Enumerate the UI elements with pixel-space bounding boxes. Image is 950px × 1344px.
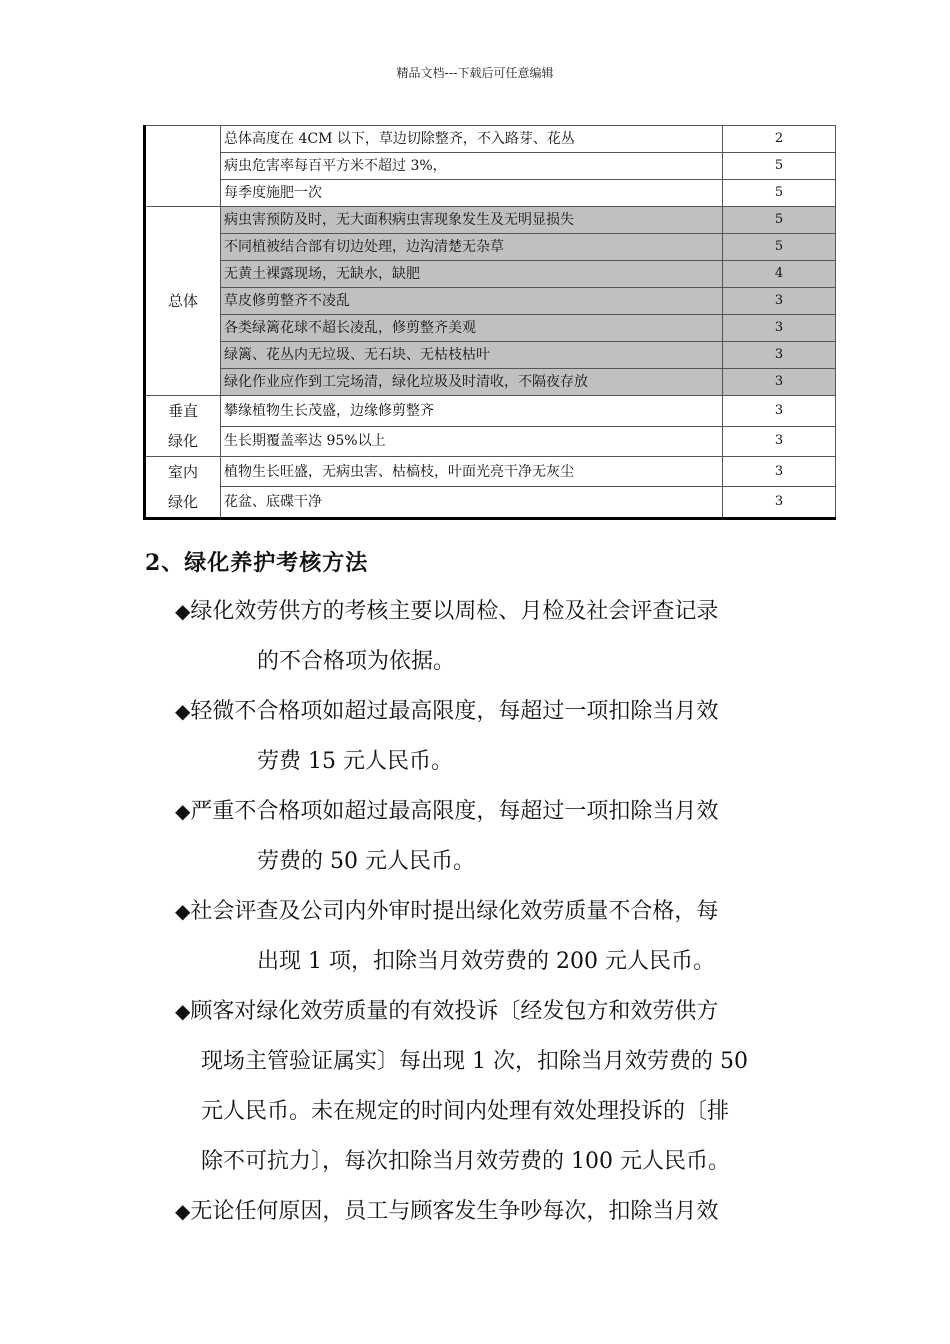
table-row — [145, 369, 836, 396]
score-cell: 3 — [723, 342, 836, 369]
bullet-text: 严重不合格项如超过最高限度，每超过一项扣除当月效 — [190, 799, 719, 824]
item-cell: 花盆、底碟干净 — [221, 487, 723, 519]
item-cell: 植物生长旺盛，无病虫害、枯槁枝，叶面光亮干净无灰尘 — [221, 457, 723, 487]
bullet-item — [175, 986, 837, 1187]
diamond-bullet-icon: ◆ — [175, 599, 191, 623]
bullet-text: 社会评查及公司内外审时提出绿化效劳质量不合格，每 — [190, 899, 719, 924]
table-row — [145, 234, 836, 261]
category-line: 绿化 — [167, 432, 198, 450]
item-cell: 无黄土裸露现场，无缺水，缺肥 — [221, 261, 723, 288]
bullet-text: 无论任何原因，员工与顾客发生争吵每次，扣除当月效 — [190, 1199, 719, 1224]
bullet-text: 劳费 15 元人民币。 — [257, 749, 453, 774]
table-row — [145, 457, 836, 487]
item-cell: 绿篱、花丛内无垃圾、无石块、无枯枝枯叶 — [221, 342, 723, 369]
score-cell: 2 — [723, 126, 836, 153]
bullet-text: 出现 1 项，扣除当月效劳费的 200 元人民币。 — [257, 949, 715, 974]
table-row — [145, 207, 836, 234]
score-cell: 3 — [723, 396, 836, 427]
item-cell: 草皮修剪整齐不凌乱 — [221, 288, 723, 315]
score-cell: 3 — [723, 487, 836, 519]
bullet-text: 元人民币。未在规定的时间内处理有效处理投诉的〔排 — [201, 1099, 730, 1124]
item-cell: 各类绿篱花球不超长凌乱，修剪整齐美观 — [221, 315, 723, 342]
category-line: 垂直 — [167, 402, 198, 420]
item-cell: 绿化作业应作到工完场清，绿化垃圾及时清收，不隔夜存放 — [221, 369, 723, 396]
score-cell: 5 — [723, 180, 836, 207]
category-cell — [145, 396, 221, 457]
item-cell: 生长期覆盖率达 95%以上 — [221, 426, 723, 457]
table-row — [145, 487, 836, 519]
bullet-text: 现场主管验证属实〕每出现 1 次，扣除当月效劳费的 50 — [201, 1049, 748, 1074]
bullet-item — [175, 886, 837, 987]
score-cell: 3 — [723, 426, 836, 457]
bullet-text: 除不可抗力〕，每次扣除当月效劳费的 100 元人民币。 — [201, 1149, 730, 1174]
category-cell — [145, 457, 221, 519]
bullet-item — [175, 786, 837, 887]
category-line: 绿化 — [167, 493, 198, 511]
page-header: 精品文档---下载后可任意编辑 — [396, 66, 554, 80]
table-row — [145, 396, 836, 427]
table-row — [145, 426, 836, 457]
diamond-bullet-icon: ◆ — [175, 799, 191, 823]
table-row — [145, 288, 836, 315]
bullet-item — [175, 686, 837, 787]
bullet-item — [175, 586, 837, 687]
bullet-text: 劳费的 50 元人民币。 — [257, 849, 475, 874]
table-row — [145, 315, 836, 342]
item-cell: 病虫危害率每百平方米不超过 3%， — [221, 153, 723, 180]
bullet-text: 绿化效劳供方的考核主要以周检、月检及社会评查记录 — [190, 599, 719, 624]
bullet-item — [175, 1186, 837, 1237]
score-cell: 5 — [723, 153, 836, 180]
item-cell: 每季度施肥一次 — [221, 180, 723, 207]
score-cell: 3 — [723, 315, 836, 342]
bullet-text: 顾客对绿化效劳质量的有效投诉〔经发包方和效劳供方 — [190, 999, 719, 1024]
score-cell: 3 — [723, 457, 836, 487]
score-cell: 3 — [723, 288, 836, 315]
table-row — [145, 261, 836, 288]
category-line: 室内 — [167, 463, 198, 481]
table-row — [145, 180, 836, 207]
score-cell: 5 — [723, 234, 836, 261]
category-cell: 总体 — [145, 207, 221, 396]
table-row — [145, 126, 836, 153]
category-cell — [145, 126, 221, 207]
table-row — [145, 342, 836, 369]
section-title: 2、绿化养护考核方法 — [145, 550, 369, 576]
item-cell: 病虫害预防及时，无大面积病虫害现象发生及无明显损失 — [221, 207, 723, 234]
score-cell: 5 — [723, 207, 836, 234]
table-row — [145, 153, 836, 180]
bullet-text: 的不合格项为依据。 — [257, 649, 456, 674]
diamond-bullet-icon: ◆ — [175, 699, 191, 723]
item-cell: 总体高度在 4CM 以下，草边切除整齐，不入路芽、花丛 — [221, 126, 723, 153]
score-cell: 3 — [723, 369, 836, 396]
item-cell: 攀缘植物生长茂盛，边缘修剪整齐 — [221, 396, 723, 427]
diamond-bullet-icon: ◆ — [175, 899, 191, 923]
item-cell: 不同植被结合部有切边处理，边沟清楚无杂草 — [221, 234, 723, 261]
diamond-bullet-icon: ◆ — [175, 999, 191, 1023]
bullet-text: 轻微不合格项如超过最高限度，每超过一项扣除当月效 — [190, 699, 719, 724]
score-cell: 4 — [723, 261, 836, 288]
assessment-table — [143, 125, 836, 520]
diamond-bullet-icon: ◆ — [175, 1199, 191, 1223]
